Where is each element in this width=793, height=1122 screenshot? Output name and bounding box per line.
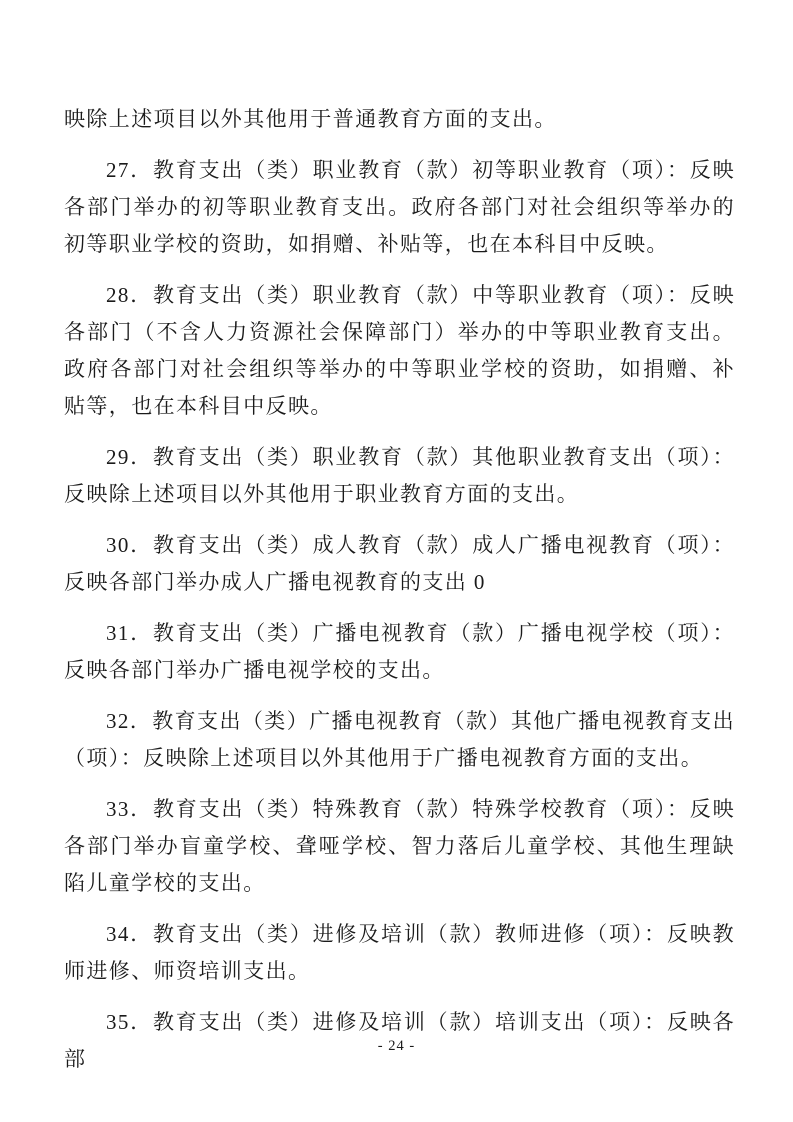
document-body: [64, 101, 735, 1078]
paragraph-continuation: 映除上述项目以外其他用于普通教育方面的支出。: [64, 107, 557, 131]
paragraph-item-28: 28．教育支出（类）职业教育（款）中等职业教育（项）：反映各部门（不含人力资源社会保障部门）举办的中等职业教育支出。政府各部门对社会组织等举办的中等职业学校的资助，如捐赠、补贴等，也在本科目中反映。: [64, 283, 735, 418]
paragraph-item-27: 27．教育支出（类）职业教育（款）初等职业教育（项）：反映各部门举办的初等职业教育支出。政府各部门对社会组织等举办的初等职业学校的资助，如捐赠、补贴等，也在本科目中反映。: [64, 158, 735, 256]
paragraph-item-34: 34．教育支出（类）进修及培训（款）教师进修（项）：反映教师进修、师资培训支出。: [64, 922, 735, 983]
paragraph-item-31: 31．教育支出（类）广播电视教育（款）广播电视学校（项）：反映各部门举办广播电视学校的支出。: [64, 621, 735, 682]
paragraph-item-33: 33．教育支出（类）特殊教育（款）特殊学校教育（项）：反映各部门举办盲童学校、聋哑学校、智力落后儿童学校、其他生理缺陷儿童学校的支出。: [64, 797, 735, 895]
page-number: - 24 -: [377, 1038, 416, 1054]
paragraph-item-32: 32．教育支出（类）广播电视教育（款）其他广播电视教育支出（项）：反映除上述项目以外其他用于广播电视教育方面的支出。: [64, 709, 735, 770]
paragraph-item-35: 35．教育支出（类）进修及培训（款）培训支出（项）：反映各部: [64, 1010, 735, 1071]
paragraph-item-30: 30．教育支出（类）成人教育（款）成人广播电视教育（项）：反映各部门举办成人广播电视教育的支出 0: [64, 533, 735, 594]
paragraph-item-29: 29．教育支出（类）职业教育（款）其他职业教育支出（项）：反映除上述项目以外其他用于职业教育方面的支出。: [64, 445, 735, 506]
